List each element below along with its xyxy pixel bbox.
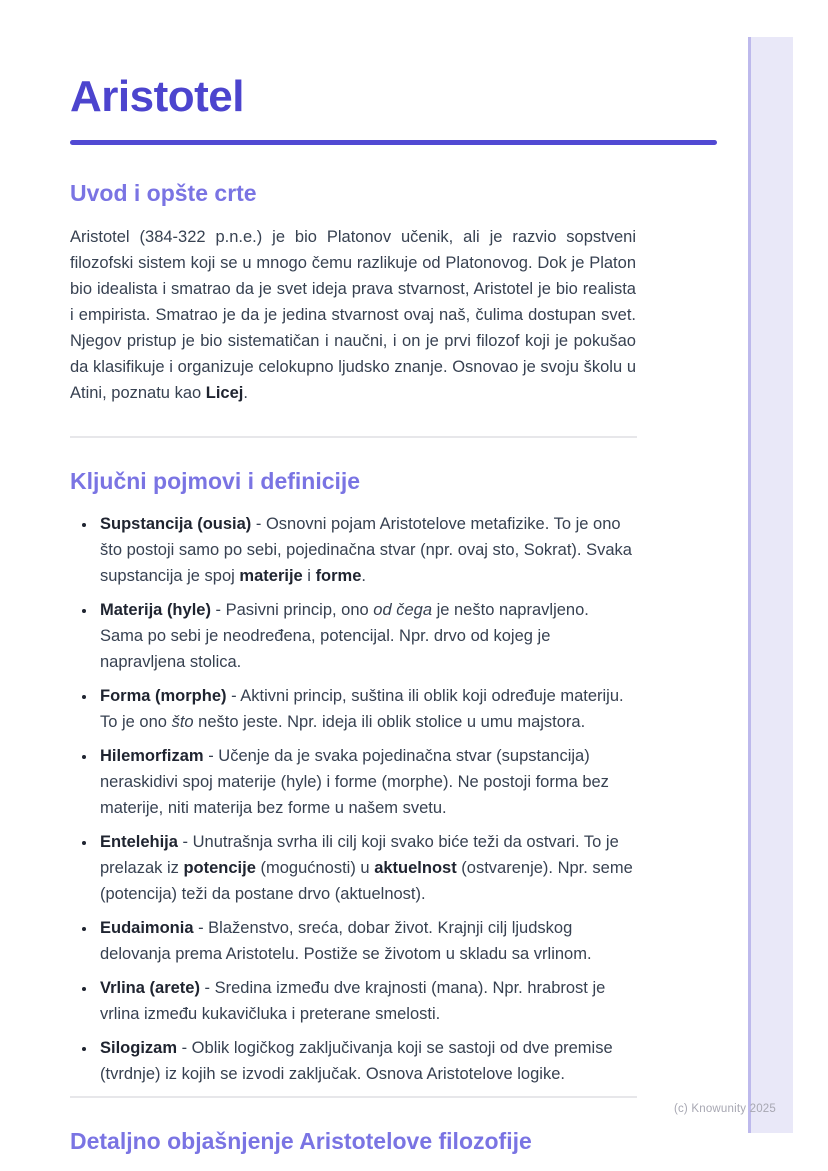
section-divider xyxy=(70,1096,637,1098)
text-segment: - Učenje da je svaka pojedinačna stvar (supstancija) neraskidivi spoj materije (hyle) i forme (morphe). Ne postoji forma bez materije, niti materija bez forme u našem svetu. xyxy=(100,746,609,817)
term-emphasis: forme xyxy=(315,566,362,585)
text-segment: - Oblik logičkog zaključivanja koji se sastoji od dve premise (tvrdnje) iz kojih se izvodi zaključak. Osnova Aristotelove logike. xyxy=(100,1038,613,1083)
document-page xyxy=(70,0,636,1155)
text-segment: - Pasivni princip, ono xyxy=(210,600,374,619)
term-emphasis: Licej xyxy=(205,383,244,402)
list-item xyxy=(97,511,636,589)
term-emphasis: potencije xyxy=(183,858,256,877)
text-segment: - Sredina između dve krajnosti (mana). Npr. hrabrost je vrlina između kukavičluka i preterane smelosti. xyxy=(100,978,606,1023)
term-emphasis: aktuelnost xyxy=(374,858,457,877)
list-item xyxy=(97,597,636,675)
section-heading-key-concepts: Ključni pojmovi i definicije xyxy=(70,467,361,494)
text-segment: - Aktivni princip, suština ili oblik koji određuje materiju. To je ono xyxy=(100,686,624,731)
section-divider xyxy=(70,436,637,438)
term-emphasis: Materija (hyle) xyxy=(100,600,211,619)
term-emphasis: Silogizam xyxy=(100,1038,178,1057)
text-segment: i xyxy=(302,566,316,585)
text-segment: - Unutrašnja svrha ili cilj koji svako biće teži da ostvari. To je prelazak iz xyxy=(100,832,619,877)
side-accent-bar xyxy=(748,37,793,1133)
text-segment: (ostvarenje). Npr. seme (potencija) teži da postane drvo (aktuelnost). xyxy=(100,858,633,903)
list-item xyxy=(97,743,636,821)
key-concepts-list xyxy=(70,511,636,1087)
text-segment: (mogućnosti) u xyxy=(255,858,375,877)
term-emphasis: Supstancija (ousia) xyxy=(100,514,252,533)
term-emphasis: Vrlina (arete) xyxy=(100,978,200,997)
term-emphasis: Eudaimonia xyxy=(100,918,194,937)
text-segment: od čega xyxy=(373,600,432,619)
text-segment: je nešto napravljeno. Sama po sebi je neodređena, potencijal. Npr. drvo od kojeg je napravljena stolica. xyxy=(100,600,589,671)
list-item xyxy=(97,683,636,735)
section-heading-intro: Uvod i opšte crte xyxy=(70,179,257,206)
text-segment: nešto jeste. Npr. ideja ili oblik stolice u umu majstora. xyxy=(193,712,586,731)
intro-paragraph xyxy=(70,224,636,406)
list-item xyxy=(97,975,636,1027)
list-item xyxy=(97,829,636,907)
footer-credit: (c) Knowunity 2025 xyxy=(673,1103,776,1115)
list-item xyxy=(97,915,636,967)
list-item xyxy=(97,1035,636,1087)
term-emphasis: materije xyxy=(239,566,303,585)
term-emphasis: Hilemorfizam xyxy=(100,746,204,765)
text-segment: . xyxy=(361,566,366,585)
section-heading-detailed: Detaljno objašnjenje Aristotelove filozofije xyxy=(70,1127,532,1154)
text-segment: Aristotel (384-322 p.n.e.) je bio Platonov učenik, ali je razvio sopstveni filozofski sistem koji se u mnogo čemu razlikuje od Platonovog. Dok je Platon bio idealista i smatrao da je svet ideja prava stvarnost, Aristotel je bio realista i empirista. Smatrao je da je jedina stvarnost ovaj naš, čulima dostupan svet. Njegov pristup je bio sistematičan i naučni, i on je prvi filozof koji je pokušao da klasifikuje i organizuje celokupno ljudsko znanje. Osnovao je svoju školu u Atini, poznatu kao xyxy=(70,227,636,402)
text-segment: . xyxy=(243,383,248,402)
title-rule xyxy=(70,140,717,145)
text-segment: što xyxy=(171,712,194,731)
term-emphasis: Forma (morphe) xyxy=(100,686,227,705)
text-segment: - Blaženstvo, sreća, dobar život. Krajnji cilj ljudskog delovanja prema Aristotelu. Postiže se životom u skladu sa vrlinom. xyxy=(100,918,592,963)
term-emphasis: Entelehija xyxy=(100,832,178,851)
page-title: Aristotel xyxy=(70,72,244,121)
text-segment: - Osnovni pojam Aristotelove metafizike. To je ono što postoji samo po sebi, pojedinačna stvar (npr. ovaj sto, Sokrat). Svaka supstancija je spoj xyxy=(100,514,632,585)
